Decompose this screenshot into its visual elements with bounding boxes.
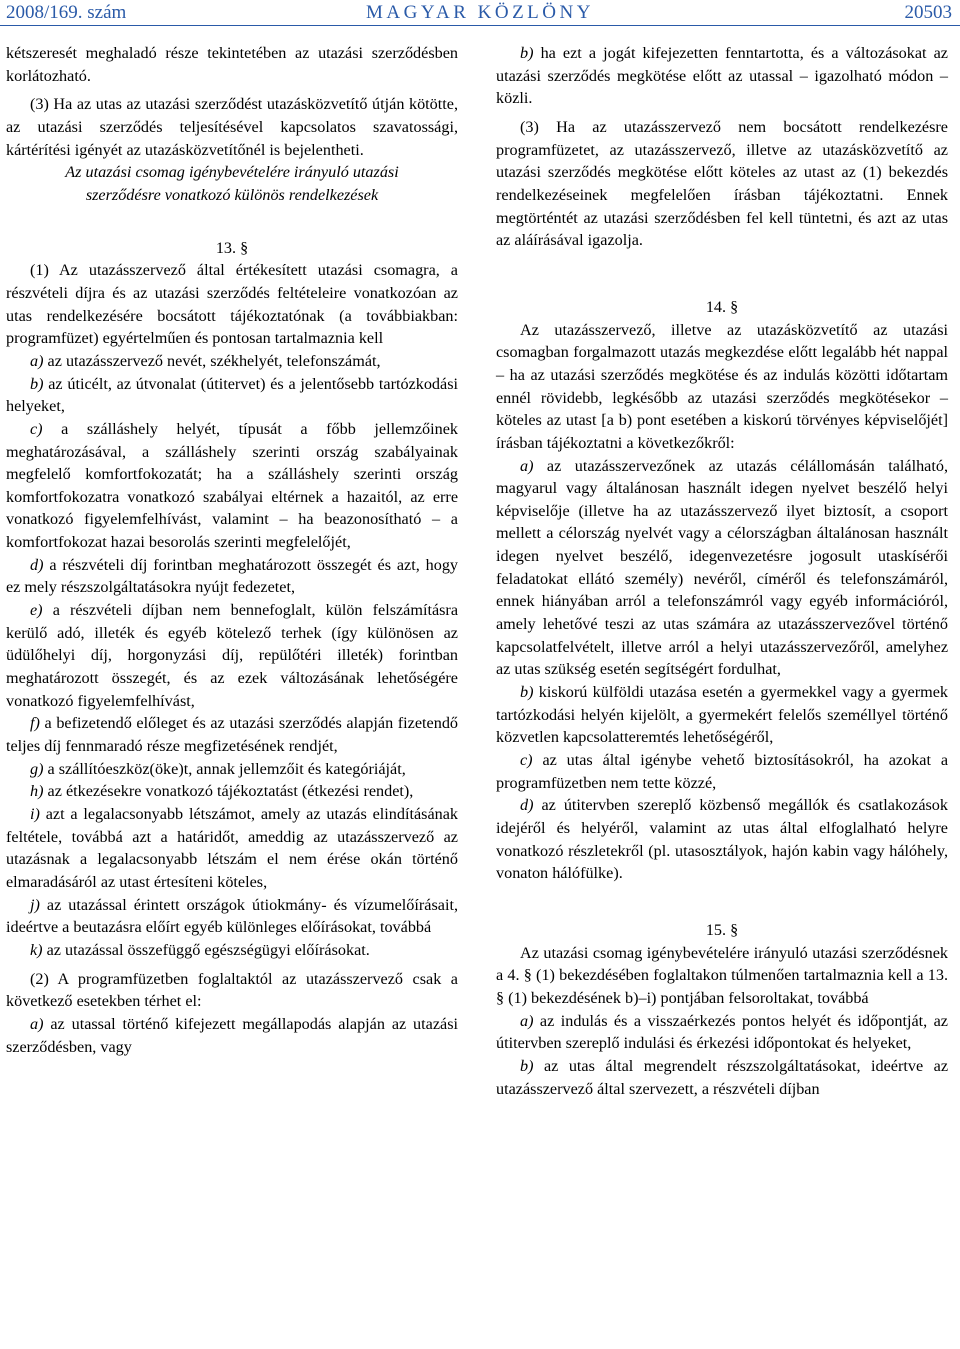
item-text: az utazásszervező nevét, székhelyét, telefonszámát, <box>47 351 381 370</box>
item-text: az utas által igénybe vehető biztosításokról, ha azokat a programfüzetben nem tette közzé, <box>496 751 949 792</box>
item-text: az útitervben szereplő közbenső megállók és csatlakozások idejéről és helyéről, valamint az utas által elfoglalható helyre vonatkozó részletekről (pl. utasosztályok, hajón kabin vagy hálóhely, vonaton hálófülke). <box>496 796 948 883</box>
page-number: 20503 <box>904 2 952 23</box>
item-letter: e) <box>30 601 43 620</box>
list-item <box>6 350 458 373</box>
list-item <box>6 780 458 803</box>
list-item <box>496 1010 948 1055</box>
paragraph: kétszeresét meghaladó része tekintetében az utazási szerződésben korlátozható. <box>6 44 458 85</box>
item-letter: c) <box>520 751 533 770</box>
page-header <box>0 0 960 26</box>
paragraph: (3) Ha az utas az utazási szerződést utazásközvetítő útján kötötte, az utazási szerződés teljesítésével kapcsolatos szavatossági, kártérítési igényét az utazásközvetítőnél is bejelentheti. <box>6 95 458 159</box>
list-item <box>6 554 458 599</box>
section-heading: 14. § <box>705 297 739 316</box>
paragraph: Az utazási csomag igénybevételére irányuló utazási szerződésnek a 4. § (1) bekezdésében foglaltakon túlmenően tartalmaznia kell a 13. § (1) bekezdésének b)–i) pontjában felsoroltakat, továbbá <box>496 943 948 1007</box>
item-letter: j) <box>30 895 40 914</box>
right-column <box>496 42 948 1100</box>
item-text: azt a legalacsonyabb létszámot, amely az utazás elindításának feltétele, továbbá azt a határidőt, ameddig az utazásszervező az utazásnak a legalacsonyabb létszám el nem érése okán történő elmaradásáról az utast értesíteni köteles, <box>6 805 459 891</box>
list-item <box>6 758 458 781</box>
item-letter: b) <box>520 1056 534 1075</box>
item-text: a szálláshely helyét, típusát a főbb jellemzőinek meghatározásával, a szálláshely szerinti ország szabályainak megfelelő komfortfokozatát; ha a szálláshely szerinti ország komfortfokozatra vonatkozó szabályai eltérnek a hazaitól, az erre vonatkozó figyelemfelhívást, valamint – ha beazonosítható – a komfortfokozat hazai besorolás szerinti megfelelőjét, <box>6 419 458 552</box>
list-item <box>496 455 948 682</box>
list-item <box>496 749 948 794</box>
item-letter: b) <box>520 44 534 62</box>
item-text: ha ezt a jogát kifejezetten fenntartotta, és a változásokat az utazási szerződés megkötése előtt az utassal – igazolható módon – közli. <box>496 44 948 108</box>
item-text: az utassal történő kifejezett megállapodás alapján az utazási szerződésben, vagy <box>6 1014 458 1056</box>
list-item <box>496 42 948 110</box>
list-item <box>496 794 948 885</box>
subtitle-line: szerződésre vonatkozó különös rendelkezések <box>85 185 379 204</box>
list-item <box>6 712 458 757</box>
section-heading: 13. § <box>215 238 249 257</box>
list-item <box>6 939 458 962</box>
item-text: az étkezésekre vonatkozó tájékoztatást (étkezési rendet), <box>47 782 414 801</box>
item-text: az utas által megrendelt részszolgáltatásokat, ideértve az utazásszervező által szervezett, a részvételi díjban <box>496 1056 949 1098</box>
item-letter: a) <box>520 456 534 475</box>
paragraph: (2) A programfüzetben foglaltaktól az utazásszervező csak a következő esetekben térhet el: <box>6 969 458 1011</box>
paragraph: Az utazásszervező, illetve az utazásközvetítő az utazási csomagban forgalmazott utazás megkezdése előtt legalább hét nappal – ha az utazási szerződés megkötése és az indulás közötti időtartam ennél rövidebb, legkésőbb az utazási szerződés megkötésekor – köteles az utast [a b) pont esetében a kiskorú törvényes képviselőjét] írásban tájékoztatni a következőkről: <box>496 320 948 452</box>
item-text: a részvételi díjban nem bennefoglalt, külön felszámításra kerülő adó, illeték és egyéb kötelező terhek (így különösen az üdülőhelyi díj, horgonyzási díj, repülőtéri illeték) forintban meghatározott összegét, és az ezek változásának lehetőségére vonatkozó figyelemfelhívást, <box>6 601 459 710</box>
item-text: a részvételi díj forintban meghatározott összegét és azt, hogy ez mely részszolgáltatásokra nyújt fedezetet, <box>6 555 459 597</box>
item-text: az utazásszervezőnek az utazás célállomásán található, magyarul vagy általánosan használt idegen nyelvet beszélő helyi képviselője (illetve ha az utazásszervező ilyet biztosít, a csoport mellett a célország nyelvét vagy a célországban általánosan használt idegen nyelvet beszélő, idegenvezetésre jogosult utaskísérői feladatokat ellátó személy) nevéről, címéről és telefonszámáról, ennek hiányában arról a telefonszámról vagy egyéb információról, amely lehetővé teszi az utas számára az utazásszervezővel történő kapcsolatfelvételt, illetve arról a helyi utazásszervezőről, amelyhez az utas szükség esetén segítségért fordulhat, <box>496 456 948 679</box>
item-letter: c) <box>30 419 43 438</box>
list-item <box>6 373 458 418</box>
subtitle-line: Az utazási csomag igénybevételére irányuló utazási <box>65 163 399 182</box>
header-rule <box>0 25 960 26</box>
item-letter: i) <box>30 805 40 823</box>
list-item <box>6 894 458 939</box>
item-letter: g) <box>30 759 44 778</box>
publication-title: MAGYAR KÖZLÖNY <box>366 2 594 23</box>
item-letter: b) <box>520 683 534 702</box>
item-text: az utazással érintett országok útiokmány- és vízumelőírásait, ideértve a beutazásra előírt egyéb különleges előírásokat, továbbá <box>6 895 458 937</box>
list-item <box>6 418 458 554</box>
item-text: az úticélt, az útvonalat (útitervet) és a jelentősebb tartózkodási helyeket, <box>6 374 459 416</box>
item-letter: d) <box>30 555 44 574</box>
item-letter: a) <box>30 351 44 370</box>
paragraph: (3) Ha az utazásszervező nem bocsátott rendelkezésre programfüzetet, az utazásszervező, illetve az utazásközvetítő az utazási szerződés megkötése előtt köteles az utast az (1) bekezdés rendelkezéseinek megfelelően írásban tájékoztatni. Ennek megtörténtét az utazási szerződésben fel kell tüntetni, és azt az utas az aláírásával igazolja. <box>496 117 948 250</box>
section-heading: 15. § <box>705 920 739 939</box>
left-column <box>6 42 458 1058</box>
item-text: az indulás és a visszaérkezés pontos helyét és időpontját, az útitervben szereplő indulási és érkezési időpontokat és helyeket, <box>496 1011 948 1053</box>
issue-number: 2008/169. szám <box>6 2 127 23</box>
list-item <box>496 1055 948 1100</box>
section-subtitle <box>6 161 458 206</box>
item-letter: b) <box>30 374 44 393</box>
item-letter: d) <box>520 796 534 815</box>
list-item <box>6 1013 458 1058</box>
list-item <box>6 803 458 894</box>
item-text: kiskorú külföldi utazása esetén a gyermekkel vagy a gyermek tartózkodási helyén kijelölt, a gyermekért felelős személlyel történő közvetlen kapcsolatteremtés lehetőségéről, <box>496 683 948 747</box>
item-letter: h) <box>30 782 44 801</box>
item-text: az utazással összefüggő egészségügyi előírásokat. <box>46 940 370 959</box>
list-item <box>6 599 458 712</box>
list-item <box>496 681 948 749</box>
item-letter: k) <box>30 940 43 959</box>
item-letter: f) <box>30 714 40 733</box>
item-letter: a) <box>30 1014 44 1033</box>
item-letter: a) <box>520 1011 534 1030</box>
item-text: a szállítóeszköz(öke)t, annak jellemzőit és kategóriáját, <box>47 759 406 778</box>
paragraph: (1) Az utazásszervező által értékesített utazási csomagra, a részvételi díjra és az utazási szerződés feltételeire vonatkozóan az utas rendelkezésére bocsátott tájékoztatónak (a továbbiakban: programfüzet) egyértelműen és pontosan tartalmaznia kell <box>6 261 458 348</box>
item-text: a befizetendő előleget és az utazási szerződés alapján fizetendő teljes díj fennmaradó része megfizetésének rendjét, <box>6 714 459 756</box>
